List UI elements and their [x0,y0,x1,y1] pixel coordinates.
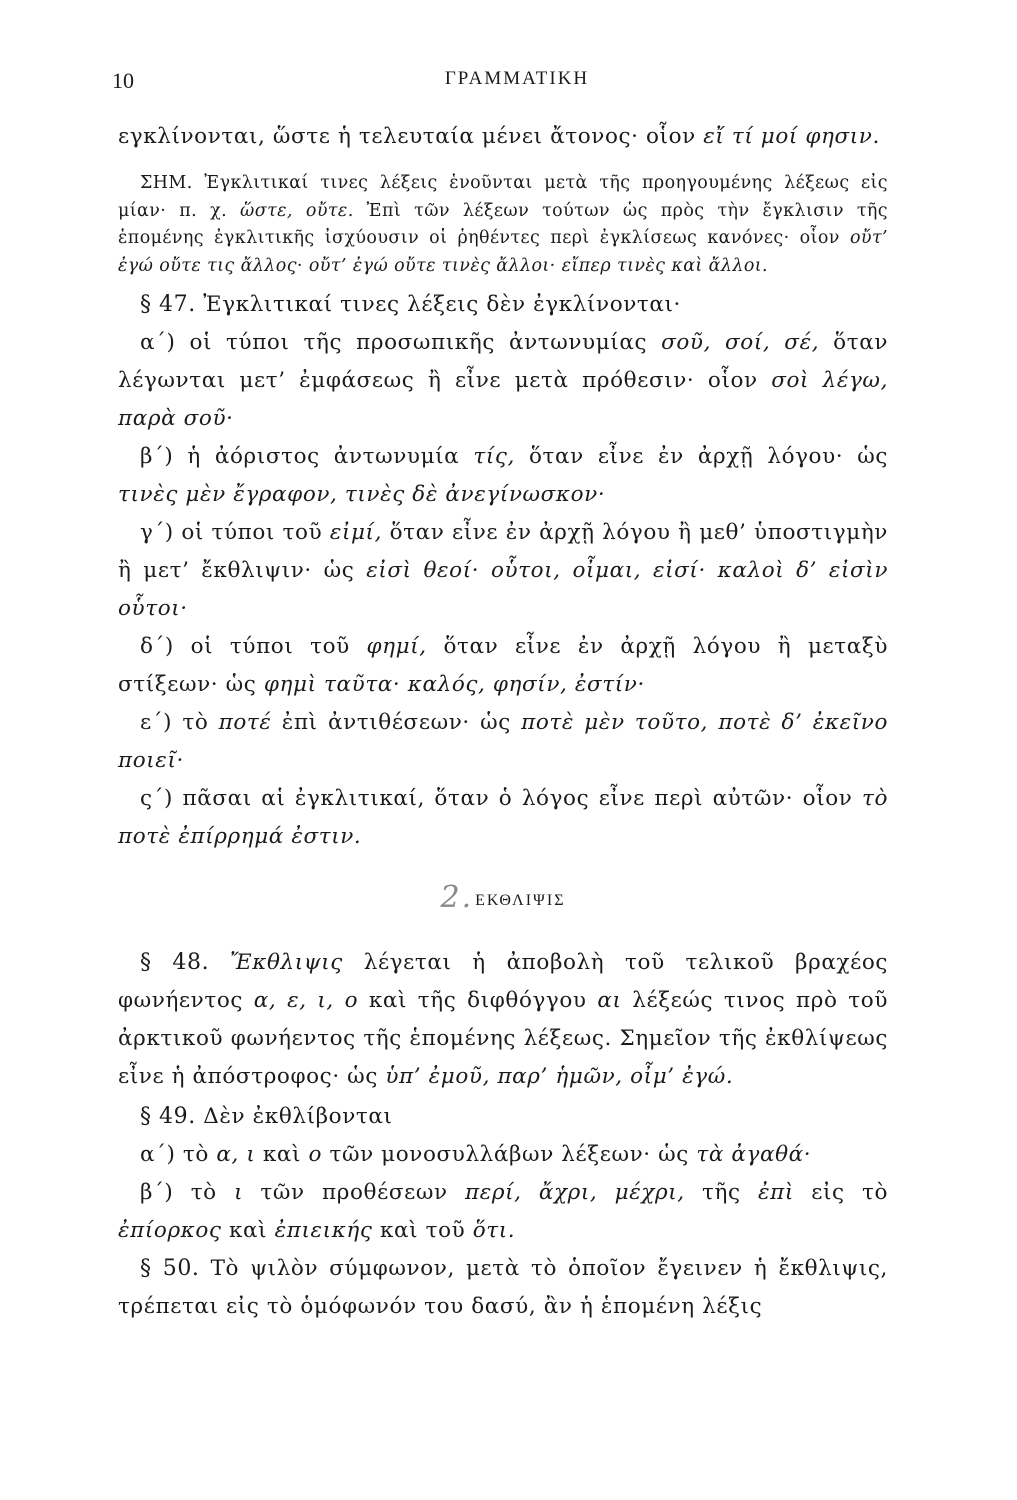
item-example: φημὶ ταῦτα· καλός, φησίν, ἐστίν· [263,672,645,697]
item-example: περί, ἄχρι, μέχρι, [464,1180,685,1205]
section-50 [118,1250,888,1326]
item-text: α΄) οἱ τύποι τῆς προσωπικῆς ἀντωνυμίας [140,330,662,355]
item-example: ἐπὶ [757,1180,794,1205]
item-text: ὅταν εἶνε ἐν ἀρχῇ λόγου ἢ μεταξὺ στίξεων· ὡς [118,634,888,697]
section-number: 48. [172,950,210,975]
item-text: ς΄) πᾶσαι αἱ ἐγκλιτικαί, ὅταν ὁ λόγος εἶνε περὶ αὐτῶν· οἷον [140,786,862,811]
section-47-item-a [118,324,888,438]
item-text: β΄) ἡ ἀόριστος ἀντωνυμία [140,444,474,469]
item-text [209,950,230,975]
note-example-b: οὔτ’ ἐγώ οὔτε τις ἄλλος· οὔτ’ ἐγώ οὔτε τινὲς ἄλλοι· εἴπερ τινὲς καὶ ἄλλοι. [118,228,888,276]
item-example: τὸ ποτὲ ἐπίρρημά ἐστιν. [118,786,888,849]
item-example: εἰσὶ θεοί· οὗτοι, οἶμαι, εἰσί· καλοὶ δ’ εἰσὶν οὗτοι· [118,558,888,621]
item-text: λέγεται ἡ ἀποβολὴ τοῦ τελικοῦ βραχέος φωνήεντος [118,950,889,1013]
section-number: 50. [162,1256,200,1281]
item-example: α, ι [216,1142,256,1167]
section-47-item-f [118,780,888,856]
item-example: ἐπιεικής [274,1218,373,1243]
section-mark: § [140,292,152,317]
item-example: σοὶ λέγω, παρὰ σοῦ· [118,368,888,431]
section-number: 49. [159,1104,196,1129]
section-mark: § [140,1256,152,1281]
section-47-item-e [118,704,888,780]
section-47-item-c [118,514,888,628]
section-47-item-d [118,628,888,704]
heading-title: ΕΚΘΛΙΨΙΣ [475,892,566,909]
item-text: ἐπὶ ἀντιθέσεων· ὡς [271,710,522,735]
section-49-item-a [118,1136,888,1174]
item-example: ὅτι. [472,1218,516,1243]
item-example: ὑπ’ ἐμοῦ, παρ’ ἡμῶν, οἶμ’ ἐγώ. [385,1064,734,1089]
section-title-text: Ἐγκλιτικαί τινες λέξεις δὲν ἐγκλίνονται· [195,292,681,317]
note-paragraph [118,170,888,280]
section-heading-ekthlipsis [118,880,888,915]
item-example: α, ε, ι, ο [253,988,359,1013]
item-text: τῆς [684,1180,758,1205]
item-example: σοῦ, σοί, σέ, [661,330,820,355]
section-mark: § [140,950,152,975]
item-example: φημί, [366,634,427,659]
item-text: καὶ [221,1218,275,1243]
item-text: Τὸ ψιλὸν σύμφωνον, μετὰ τὸ ὁποῖον ἔγεινεν ἡ ἔκθλιψις, τρέπεται εἰς τὸ ὁμόφωνόν του δασύ, ἂν ἡ ἑπομένη λέξις [118,1256,888,1319]
section-mark: § [140,1104,152,1129]
intro-paragraph [118,118,888,156]
item-text: β΄) τὸ [140,1180,235,1205]
item-text: α΄) τὸ [140,1142,217,1167]
item-example: τινὲς μὲν ἔγραφον, τινὲς δὲ ἀνεγίνωσκον· [118,482,606,507]
item-text: τῶν προθέσεων [243,1180,465,1205]
item-example: ἐπίορκος [118,1218,222,1243]
section-47-item-b [118,438,888,514]
pencil-annotation: 2. [440,880,474,915]
item-text: καὶ τῆς διφθόγγου [358,988,598,1013]
item-example: εἰμί, [329,520,383,545]
item-text: ὅταν εἶνε ἐν ἀρχῇ λόγου· ὡς [514,444,889,469]
item-text: γ΄) οἱ τύποι τοῦ [140,520,330,545]
section-number: 47. [159,292,196,317]
item-text: τῶν μονοσυλλάβων λέξεων· ὡς [322,1142,697,1167]
section-49-item-b [118,1174,888,1250]
item-text: δ΄) οἱ τύποι τοῦ [140,634,367,659]
item-text: εἰς τὸ [793,1180,888,1205]
item-example: τίς, [473,444,515,469]
item-text: καὶ τοῦ [372,1218,473,1243]
item-example: ποτὲ μὲν τοῦτο, ποτὲ δ’ ἐκεῖνο ποιεῖ· [118,710,888,773]
section-title-text: Δὲν ἐκθλίβονται [195,1104,393,1129]
page-header [112,68,902,98]
page-number: 10 [112,68,134,93]
section-47-title [118,286,888,324]
note-text-b: Ἐπὶ τῶν λέξεων τούτων ὡς πρὸς τὴν ἔγκλισιν τῆς ἑπομένης ἐγκλιτικῆς ἰσχύουσιν οἱ ῥηθέντες περὶ ἐγκλίσεως κανόνες· οἷον [118,200,889,248]
section-48 [118,944,888,1096]
section-49-title [118,1098,888,1136]
running-title: ΓΡΑΜΜΑΤΙΚΗ [444,68,590,89]
item-text: ὅταν εἶνε ἐν ἀρχῇ λόγου ἢ μεθ’ ὑποστιγμὴν ἢ μετ’ ἔκθλιψιν· ὡς [118,520,888,583]
item-example: τὰ ἀγαθά· [696,1142,812,1167]
term: Ἔκθλιψις [230,950,343,975]
item-text: ὅταν λέγωνται μετ’ ἐμφάσεως ἢ εἶνε μετὰ πρόθεσιν· οἷον [118,330,888,393]
item-example: ο [308,1142,323,1167]
item-example: ι [234,1180,244,1205]
item-example: ποτέ [218,710,272,735]
item-text: καὶ [255,1142,309,1167]
item-text: λέξεώς τινος πρὸ τοῦ ἀρκτικοῦ φωνήεντος τῆς ἑπομένης λέξεως. Σημεῖον τῆς ἐκθλίψεως εἶνε ἡ ἀπόστροφος· ὡς [118,988,888,1089]
page-body [118,118,888,1326]
intro-example: εἴ τί μοί φησιν. [703,124,880,149]
note-text-a: ΣΗΜ. Ἐγκλιτικαί τινες λέξεις ἑνοῦνται μετὰ τῆς προηγουμένης λέξεως εἰς μίαν· π. χ. [118,173,888,221]
item-example: αι [597,988,622,1013]
item-text: ε΄) τὸ [140,710,219,735]
intro-text: εγκλίνονται, ὥστε ἡ τελευταία μένει ἄτονος· οἷον [118,124,704,149]
note-example-a: ὥστε, οὔτε. [240,200,354,221]
